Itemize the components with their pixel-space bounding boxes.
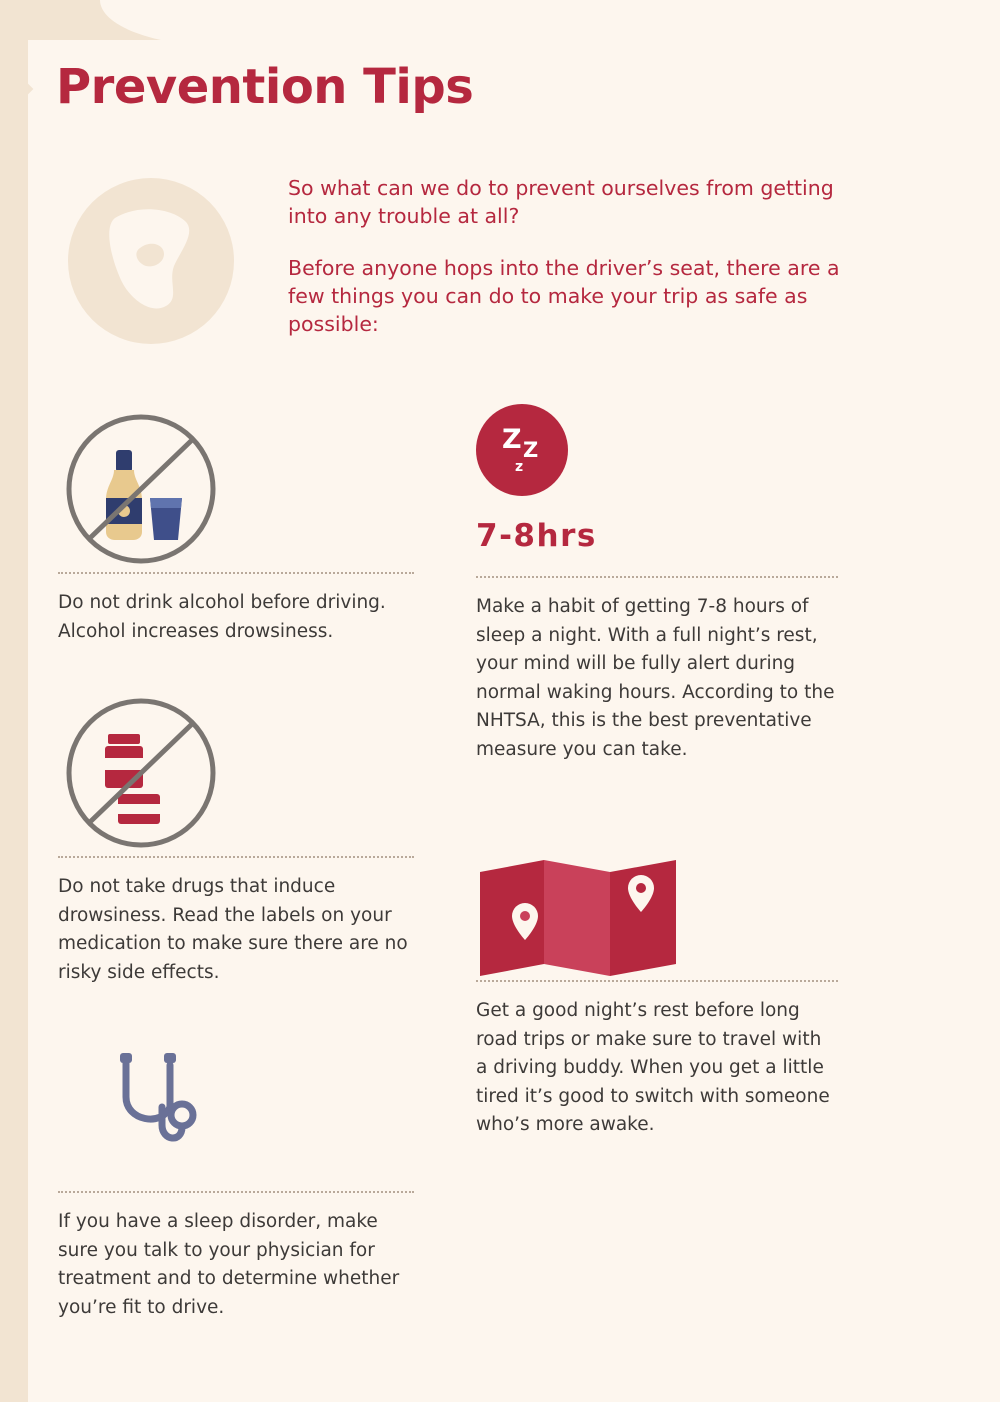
right-column [476, 396, 838, 1140]
intro-paragraph-1: So what can we do to prevent ourselves from getting into any trouble at all? [288, 176, 834, 228]
intro-text [288, 174, 848, 338]
zzz-circle [476, 404, 568, 496]
left-column [58, 396, 414, 1322]
tip-caption: Get a good night’s rest before long road trips or make sure to travel with a driving buddy. When you get a little tired it’s good to switch with someone who’s more awake. [476, 1000, 830, 1135]
map-icon [476, 840, 838, 980]
tip-card-sleep-disorder [58, 1033, 414, 1322]
tip-card-sleep-hours [476, 396, 838, 764]
stethoscope-icon [58, 1033, 414, 1191]
tip-caption: Do not drink alcohol before driving. Alcohol increases drowsiness. [58, 592, 386, 642]
zzz-small: z [515, 459, 524, 475]
tip-card-no-drugs [58, 680, 414, 987]
divider-dots [58, 856, 414, 859]
no-alcohol-icon [58, 396, 414, 572]
pillow-icon [68, 178, 234, 344]
zzz-medium: Z [523, 438, 539, 462]
divider-dots [58, 1191, 414, 1194]
intro-paragraph-2: Before anyone hops into the driver’s seat, there are a few things you can do to make your trip as safe as possible: [288, 256, 840, 336]
sleep-zzz-icon [476, 396, 838, 496]
no-medication-icon [58, 680, 414, 856]
top-band-curve [100, 0, 1000, 46]
tip-card-no-alcohol [58, 396, 414, 646]
tip-caption: Make a habit of getting 7-8 hours of sleep a night. With a full night’s rest, your mind will be fully alert during normal waking hours. According to the NHTSA, this is the best preventative measure you can take. [476, 596, 835, 760]
divider-dots [476, 576, 838, 579]
sleep-hours-heading: 7-8hrs [476, 518, 597, 554]
tip-caption: Do not take drugs that induce drowsiness. Read the labels on your medication to make sure there are no risky side effects. [58, 876, 408, 983]
zzz-large: Z [502, 424, 522, 455]
tip-caption: If you have a sleep disorder, make sure you talk to your physician for treatment and to determine whether you’re fit to drive. [58, 1211, 400, 1318]
divider-dots [476, 980, 838, 983]
left-strip [0, 0, 28, 1402]
tip-card-road-trip [476, 840, 838, 1140]
page-title: Prevention Tips [56, 59, 474, 115]
divider-dots [58, 572, 414, 575]
